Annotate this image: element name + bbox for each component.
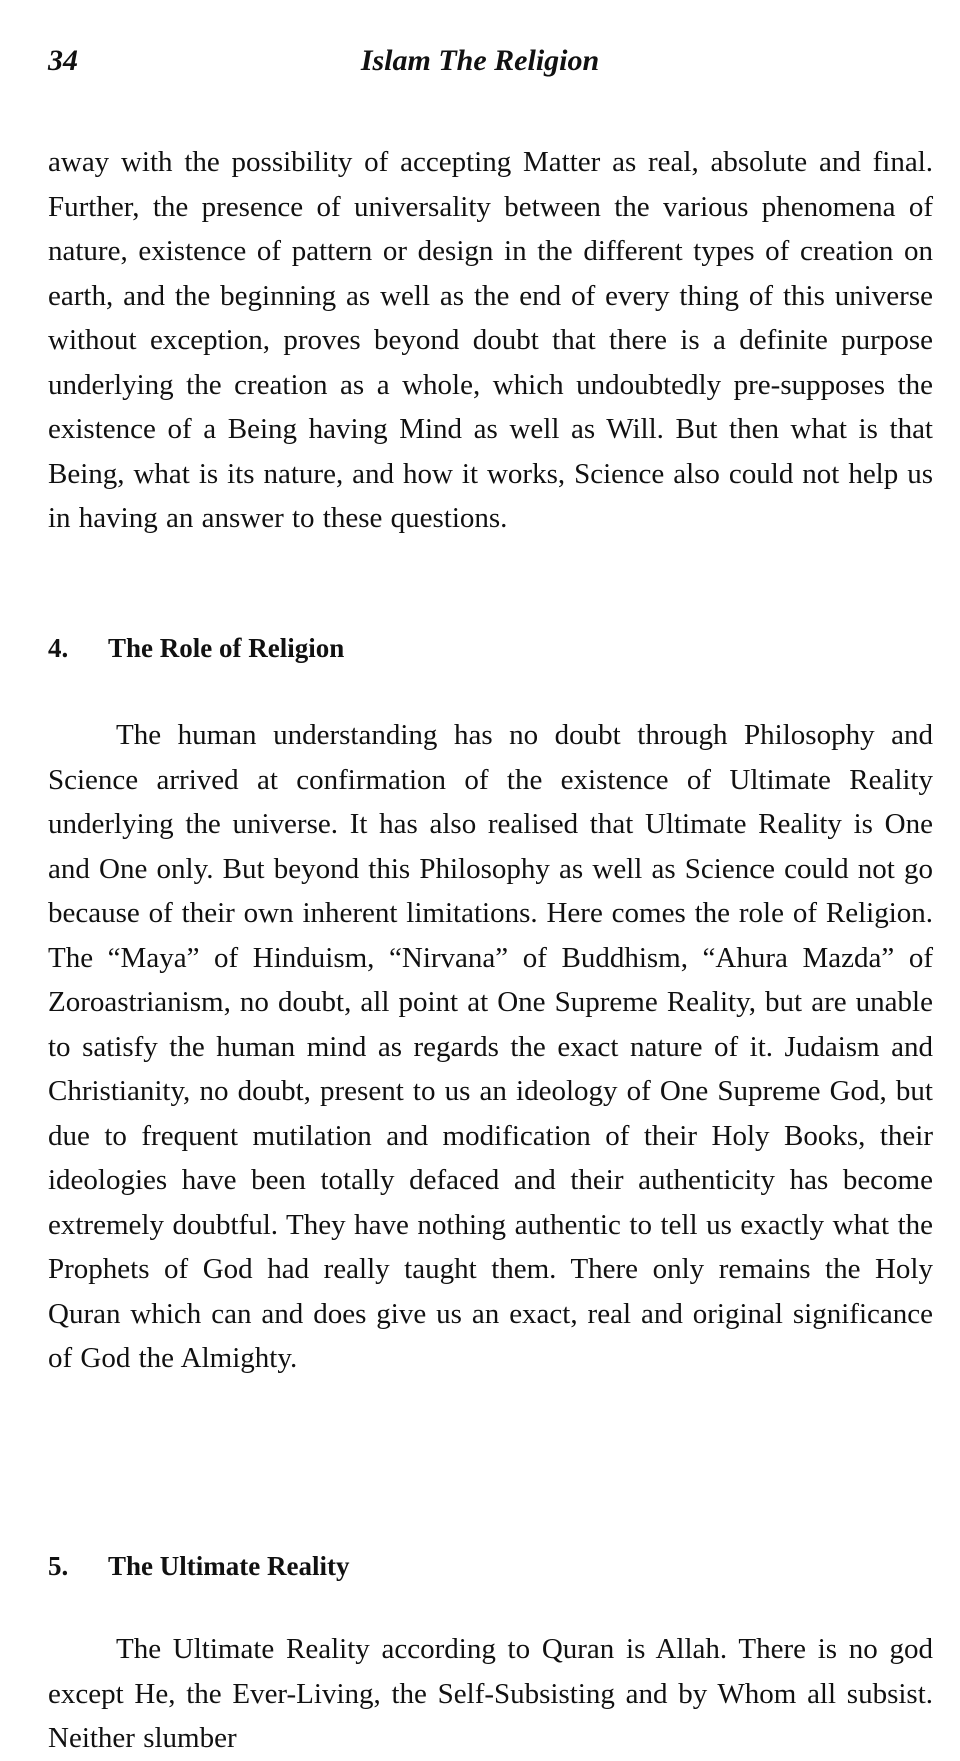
section-number: 4. (48, 633, 69, 663)
section-number: 5. (48, 1551, 69, 1581)
paragraph-ultimate-reality: The Ultimate Reality according to Quran is Allah. There is no god except He, the Ever-Living, the Self-Subsisting and by Whom all subsist. Neither slumber (48, 1633, 933, 1754)
section-title: The Ultimate Reality (108, 1551, 350, 1581)
running-title: Islam The Religion (360, 44, 600, 77)
paragraph-role-of-religion: The human understanding has no doubt through Philosophy and Science arrived at confirmation of the existence of Ultimate Reality underlying the universe. It has also realised that Ultimate Reality is One and One only. But beyond this Philosophy as well as Science could not go because of their own inherent limitations. Here comes the role of Religion. The “Maya” of Hinduism, “Nirvana” of Buddhism, “Ahura Mazda” of Zoroastrianism, no doubt, all point at One Supreme Reality, but are unable to satisfy the human mind as regards the exact nature of it. Judaism and Christianity, no doubt, present to us an ideology of One Supreme God, but due to frequent mutilation and modification of their Holy Books, their ideologies have been totally defaced and their authenticity has become extremely doubtful. They have nothing authentic to tell us exactly what the Prophets of God had really taught them. There only remains the Holy Quran which can and does give us an exact, real and original significance of God the Almighty. (48, 719, 933, 1374)
page-header (48, 44, 912, 88)
page-number: 34 (48, 44, 78, 77)
section-heading-4 (48, 628, 344, 668)
section-title: The Role of Religion (108, 633, 345, 663)
paragraph-continuation: away with the possibility of accepting Matter as real, absolute and final. Further, the presence of universality between the various phenomena of nature, existence of pattern or design in the different types of creation on earth, and the beginning as well as the end of every thing of this universe without exception, proves beyond doubt that there is a definite purpose underlying the creation as a whole, which undoubtedly pre-supposes the existence of a Being having Mind as well as Will. But then what is that Being, what is its nature, and how it works, Science also could not help us in having an answer to these questions. (48, 146, 933, 534)
section-heading-5 (48, 1546, 349, 1586)
